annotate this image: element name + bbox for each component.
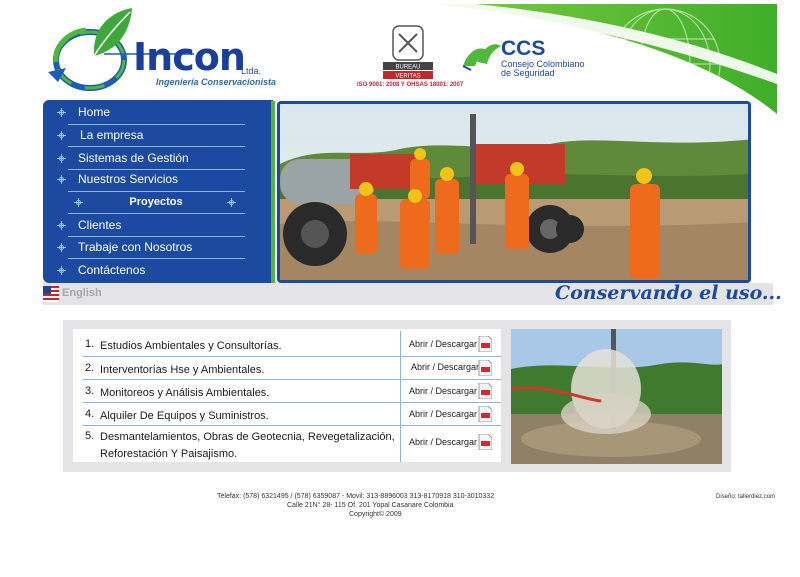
bv-line1: BUREAU bbox=[395, 64, 421, 71]
download-link[interactable] bbox=[400, 403, 502, 425]
nav-divider bbox=[68, 258, 245, 259]
service-number: 4. bbox=[85, 408, 95, 420]
nav-item-la-empresa[interactable] bbox=[43, 125, 245, 146]
water-well-image bbox=[511, 329, 722, 464]
download-link[interactable] bbox=[400, 331, 502, 356]
main-nav bbox=[43, 100, 273, 283]
service-title: Desmantelamientos, Obras de Geotecnia, Revegetalización, Reforestación Y Paisajismo. bbox=[100, 431, 395, 460]
service-number: 3. bbox=[85, 385, 95, 397]
download-label: Abrir / Descargar bbox=[409, 339, 478, 349]
nav-label: Trabaje con Nosotros bbox=[78, 240, 193, 254]
service-number: 2. bbox=[85, 362, 95, 374]
nav-divider bbox=[68, 213, 245, 214]
pdf-icon bbox=[478, 383, 492, 399]
language-label[interactable]: English bbox=[62, 287, 102, 299]
download-label: Abrir / Descargar bbox=[409, 437, 478, 447]
brand-suffix: Ltda. bbox=[241, 66, 262, 76]
nav-label: Sistemas de Gestión bbox=[78, 151, 189, 165]
service-title: Monitoreos y Análisis Ambientales. bbox=[100, 387, 270, 399]
slogan: Conservando el uso... bbox=[555, 282, 782, 304]
nav-item-nuestros-servicios[interactable] bbox=[43, 169, 245, 190]
ccs-subtitle-2: de Seguridad bbox=[501, 68, 555, 78]
pdf-icon bbox=[478, 336, 492, 352]
well-drilling-photo bbox=[511, 329, 722, 464]
ccs-title: CCS bbox=[501, 37, 546, 60]
services-table bbox=[73, 329, 501, 462]
brand-name: Incon bbox=[133, 35, 245, 79]
design-link[interactable]: tallerdiez.com bbox=[738, 494, 776, 500]
service-title: Interventorías Hse y Ambientales. bbox=[100, 364, 265, 376]
header bbox=[0, 0, 800, 100]
nav-label: Contáctenos bbox=[78, 263, 146, 277]
download-link[interactable] bbox=[400, 380, 502, 402]
nav-label: Nuestros Servicios bbox=[78, 172, 179, 186]
crosshair-bullet-icon bbox=[227, 198, 236, 207]
nav-item-home[interactable] bbox=[43, 102, 245, 123]
service-row bbox=[73, 331, 501, 356]
certification-text: ISO 9001: 2008 Y OHSAS 18001: 2007 bbox=[357, 82, 464, 88]
green-divider bbox=[271, 101, 275, 288]
crosshair-bullet-icon bbox=[57, 221, 66, 230]
service-title: Estudios Ambientales y Consultorías. bbox=[100, 340, 282, 352]
footer-contact: Telefax: (578) 6321495 / (578) 6359087 - Movil: 313-8896003 313-8170918 310-3010332 bbox=[217, 493, 495, 500]
service-row bbox=[73, 357, 501, 379]
nav-item-sistemas-de-gestion[interactable] bbox=[43, 148, 245, 169]
download-label: Abrir / Descargar bbox=[411, 362, 480, 372]
pdf-icon bbox=[478, 434, 492, 450]
crosshair-bullet-icon bbox=[57, 175, 66, 184]
crosshair-bullet-icon bbox=[57, 108, 66, 117]
footer-copyright: Copyright© 2009 bbox=[349, 511, 402, 518]
language-english-link[interactable] bbox=[43, 286, 59, 302]
nav-label: Proyectos bbox=[129, 196, 183, 208]
nav-divider bbox=[68, 146, 245, 147]
crosshair-bullet-icon bbox=[57, 154, 66, 163]
hero-photo bbox=[277, 101, 751, 283]
pdf-icon bbox=[478, 360, 492, 376]
download-link[interactable] bbox=[400, 357, 502, 379]
crosshair-bullet-icon bbox=[57, 266, 66, 275]
crosshair-bullet-icon bbox=[57, 131, 66, 140]
us-flag-icon bbox=[43, 286, 59, 302]
brand-tagline: Ingeniería Conservacionista bbox=[156, 77, 277, 87]
bv-line2: VERITAS bbox=[395, 73, 421, 80]
download-label: Abrir / Descargar bbox=[409, 386, 478, 396]
ccs-subtitle bbox=[501, 60, 591, 78]
service-row bbox=[73, 426, 501, 462]
download-label: Abrir / Descargar bbox=[409, 409, 478, 419]
nav-label: Home bbox=[78, 105, 111, 119]
design-label: Diseño: bbox=[716, 494, 737, 500]
nav-label: Clientes bbox=[78, 218, 122, 232]
footer-design-credit bbox=[716, 494, 775, 500]
service-row bbox=[73, 403, 501, 425]
nav-subitem-proyectos[interactable] bbox=[67, 192, 245, 213]
pdf-icon bbox=[478, 406, 492, 422]
download-link[interactable] bbox=[400, 426, 502, 462]
crosshair-bullet-icon bbox=[57, 243, 66, 252]
service-row bbox=[73, 380, 501, 402]
service-number: 5. bbox=[85, 430, 95, 442]
ccs-subtitle-1: Consejo Colombiano bbox=[501, 59, 585, 69]
drilling-crew-image bbox=[280, 104, 751, 283]
nav-item-trabaje-con-nosotros[interactable] bbox=[43, 237, 245, 258]
service-number: 1. bbox=[85, 338, 95, 350]
service-title: Alquiler De Equipos y Suministros. bbox=[100, 410, 269, 422]
crosshair-bullet-icon bbox=[74, 198, 83, 207]
nav-item-clientes[interactable] bbox=[43, 215, 245, 236]
nav-label: La empresa bbox=[80, 128, 144, 142]
footer-address: Calle 21N° 28- 115 Of. 201 Yopal Casanare Colombia bbox=[287, 502, 454, 509]
nav-item-contactenos[interactable] bbox=[43, 260, 245, 281]
services-panel bbox=[63, 320, 731, 472]
